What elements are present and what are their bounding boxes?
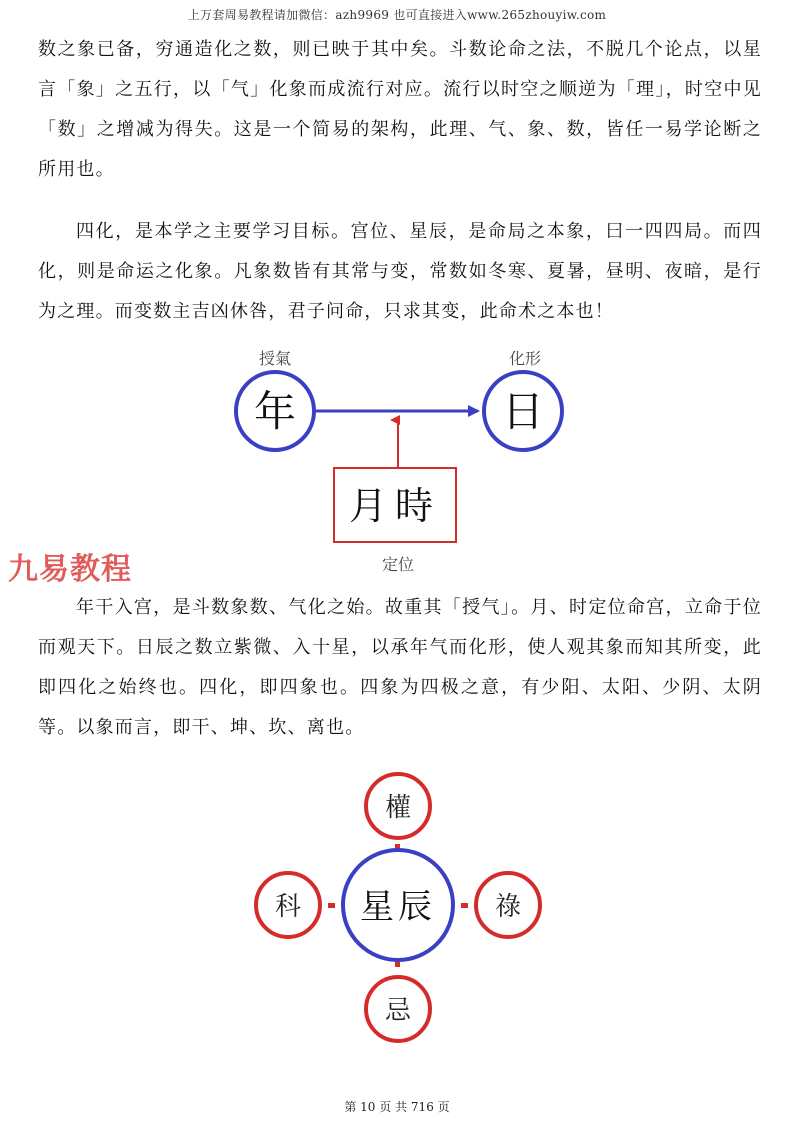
- diagram-four-transformations: [245, 772, 545, 1062]
- box-month-hour-text: 月時: [348, 484, 442, 528]
- footer-suffix: 页: [437, 1100, 450, 1114]
- page-header: 上万套周易教程请加微信：azh9969 也可直接进入www.265zhouyiw.com: [187, 8, 607, 22]
- label-huaxing: 化形: [508, 349, 542, 368]
- circle-ke-text: 科: [274, 892, 302, 922]
- footer-page-number: 10: [360, 1100, 376, 1114]
- label-dingwei: 定位: [381, 555, 415, 574]
- footer-middle: 页 共: [379, 1100, 408, 1114]
- paragraph-1: 数之象已备，穷通造化之数，则已映于其中矣。斗数论命之法，不脱几个论点，以星言「象」之五行，以「气」化象而成流行对应。流行以时空之顺逆为「理」，时空中见「数」之增减为得失。这是一个简易的架构，此理、气、象、数，皆任一易学论断之所用也。: [38, 39, 762, 180]
- connector-right: [461, 903, 468, 908]
- paragraph-2: 四化，是本学之主要学习目标。宫位、星辰，是命局之本象，曰一四四局。而四化，则是命运之化象。凡象数皆有其常与变，常数如冬寒、夏暑，昼明、夜暗，是行为之理。而变数主吉凶休咎，君子问命，只求其变，此命术之本也！: [38, 221, 762, 322]
- circle-day-text: 日: [501, 387, 545, 436]
- circle-quan-text: 權: [384, 793, 412, 823]
- circle-year-text: 年: [253, 387, 297, 436]
- page-footer: [0, 1098, 794, 1115]
- circle-lu-text: 祿: [494, 892, 522, 922]
- watermark-text: 九易教程: [8, 552, 132, 587]
- footer-total-pages: 716: [410, 1100, 434, 1114]
- circle-ji-text: 忌: [384, 996, 412, 1026]
- label-shouqi: 授氣: [258, 349, 292, 368]
- connector-left: [328, 903, 335, 908]
- paragraph-3: 年干入宫，是斗数象数、气化之始。故重其「授气」。月、时定位命宫，立命于位而观天下。日辰之数立紫微、入十星，以承年气而化形，使人观其象而知其所变，此即四化之始终也。四化，即四象也。四象为四极之意，有少阳、太阳、少阴、太阴等。以象而言，即干、坤、坎、离也。: [38, 597, 762, 738]
- diagram-year-day: [220, 338, 580, 578]
- footer-prefix: 第: [344, 1100, 357, 1114]
- circle-xingchen-text: 星辰: [360, 887, 436, 927]
